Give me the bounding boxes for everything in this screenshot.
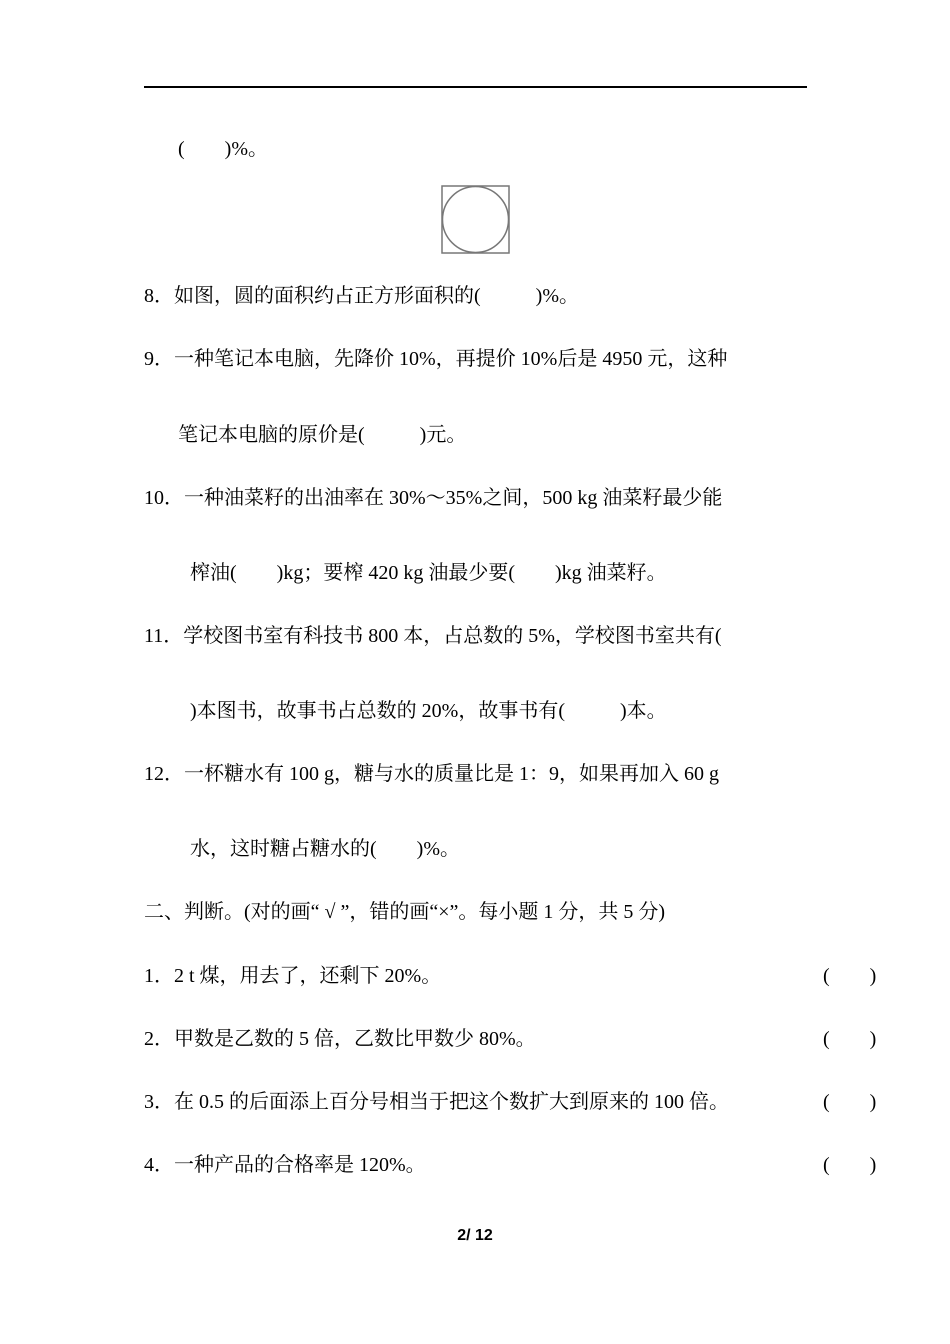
question-12-line-2: 水，这时糖占糖水的( )%。 — [190, 838, 460, 860]
question-11-line-2: )本图书，故事书占总数的 20%，故事书有( )本。 — [190, 700, 667, 722]
judge-answer-2: ( ) — [823, 1028, 877, 1050]
question-12-line-1: 12．一杯糖水有 100 g，糖与水的质量比是 1：9，如果再加入 60 g — [144, 763, 719, 785]
section-2-heading: 二、判断。(对的画“ √ ”，错的画“×”。每小题 1 分，共 5 分) — [144, 901, 666, 923]
judge-answer-4: ( ) — [823, 1154, 877, 1176]
question-8: 8．如图，圆的面积约占正方形面积的( )%。 — [144, 285, 579, 307]
question-9-line-2: 笔记本电脑的原价是( )元。 — [178, 424, 467, 446]
question-10-line-1: 10．一种油菜籽的出油率在 30%～35%之间，500 kg 油菜籽最少能 — [144, 487, 723, 509]
judge-item-4: 4．一种产品的合格率是 120%。 — [144, 1154, 426, 1176]
question-10-line-2: 榨油( )kg；要榨 420 kg 油最少要( )kg 油菜籽。 — [190, 562, 667, 584]
judge-item-1: 1．2 t 煤，用去了，还剩下 20%。 — [144, 965, 442, 987]
circle-shape — [443, 187, 509, 253]
q7-answer-blank: ( )%。 — [178, 138, 268, 160]
judge-item-2: 2．甲数是乙数的 5 倍，乙数比甲数少 80%。 — [144, 1028, 536, 1050]
judge-answer-1: ( ) — [823, 965, 877, 987]
question-11-line-1: 11．学校图书室有科技书 800 本，占总数的 5%，学校图书室共有( — [144, 625, 722, 647]
circle-in-square-figure — [441, 185, 510, 254]
header-rule — [144, 86, 807, 88]
page-number: 2/ 12 — [457, 1227, 493, 1244]
judge-answer-3: ( ) — [823, 1091, 877, 1113]
question-9-line-1: 9．一种笔记本电脑，先降价 10%，再提价 10%后是 4950 元，这种 — [144, 348, 728, 370]
judge-item-3: 3．在 0.5 的后面添上百分号相当于把这个数扩大到原来的 100 倍。 — [144, 1091, 729, 1113]
